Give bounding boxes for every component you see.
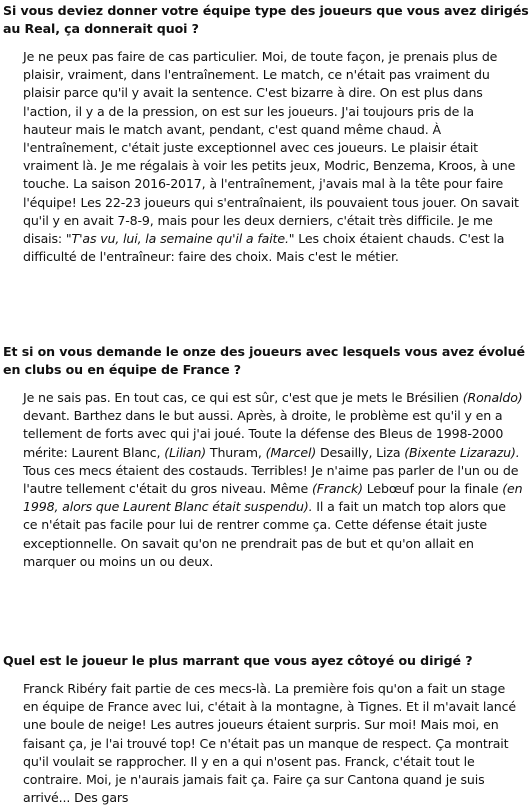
- answer-text: Thuram,: [206, 444, 266, 460]
- question-heading: Si vous deviez donner votre équipe type des joueurs que vous avez dirigés au Real, ça donnerait quoi ?: [3, 3, 529, 36]
- answer-text: Je ne sais pas. En tout cas, ce qui est sûr, c'est que je mets le Brésilien: [23, 390, 463, 405]
- answer-quote: "T'as vu, lui, la semaine qu'il a faite.": [65, 231, 295, 247]
- answer-paragraph: [0, 389, 530, 571]
- answer-aside: (Franck): [311, 481, 363, 497]
- answer-text: Lebœuf pour la finale: [362, 481, 503, 497]
- answer-text: Je ne peux pas faire de cas particulier. Moi, de toute façon, je prenais plus de plaisir, vraiment, dans l'entraînement. Le match, ce n'était pas vraiment du plaisir parce qu'il y avait la sentence. C'est bizarre à dire. On est plus dans l'action, il y a de la pression, on est sur les joueurs. J'ai toujours pris de la hauteur mais le match avant, pendant, c'est quand même chaud. À l'entraînement, c'était juste exceptionnel avec ces joueurs. Le plaisir était vraiment là. Je me régalais à voir les petits jeux, Modric, Benzema, Kroos, à une touche. La saison 2016-2017, à l'entraînement, j'avais mal à la tête pour faire l'équipe! Les 22-23 joueurs qui s'entraînaient, ils pouvaient tous jouer. On savait qu'il y en avait 7-8-9, mais pour les deux derniers, c'était très difficile. Je me disais:: [23, 49, 519, 247]
- answer-aside: (Ronaldo): [462, 390, 523, 405]
- answer-text: Il a fait un match top alors que ce n'était pas facile pour lui de rentrer comme ça. Cette défense était juste exceptionnelle. On savait qu'on ne prendrait pas de but et qu'on allait en marquer ou moins un ou deux.: [23, 499, 506, 569]
- interview-qa-3: [0, 652, 530, 807]
- answer-aside: (en 1998, alors que Laurent Blanc était suspendu).: [23, 481, 523, 515]
- answer-aside: (Lilian): [164, 444, 207, 460]
- answer-aside: (Bixente Lizarazu).: [404, 444, 520, 460]
- answer-paragraph: [0, 48, 530, 266]
- question-heading: Quel est le joueur le plus marrant que vous ayez côtoyé ou dirigé ?: [3, 653, 473, 668]
- answer-text: devant. Barthez dans le but aussi. Après, à droite, le problème est qu'il y en a tellement de forts avec qui j'ai joué. Toute la défense des Bleus de 1998-2000 mérite: Laurent Blanc,: [23, 408, 504, 460]
- answer-paragraph: [0, 680, 530, 807]
- answer-text: Tous ces mecs étaient des costauds. Terribles! Je n'aime pas parler de l'un ou de l'autre tellement c'était du gros niveau. Même: [23, 462, 519, 497]
- question-heading: Et si on vous demande le onze des joueurs avec lesquels vous avez évolué en clubs ou en équipe de France ?: [3, 344, 525, 377]
- interview-qa-2: [0, 343, 530, 571]
- answer-aside: (Marcel): [265, 444, 317, 460]
- interview-qa-1: [0, 2, 530, 266]
- answer-text: Desailly, Liza: [316, 444, 405, 460]
- answer-text: Franck Ribéry fait partie de ces mecs-là. La première fois qu'on a fait un stage en équipe de France avec lui, c'était à la montagne, à Tignes. Et il m'avait lancé une boule de neige! Les autres joueurs étaient surpris. Sur moi! Mais moi, en faisant ça, je l'ai trouvé top! Ce n'était pas un manque de respect. Ça montrait qu'il voulait se rapprocher. Il y en a qui n'osent pas. Franck, c'était tout le contraire. Moi, je n'aurais jamais fait ça. Faire ça sur Cantona quand je suis arrivé... Des gars: [23, 681, 517, 806]
- answer-text: Les choix étaient chauds. C'est la difficulté de l'entraîneur: faire des choix. Mais c'est le métier.: [23, 231, 505, 265]
